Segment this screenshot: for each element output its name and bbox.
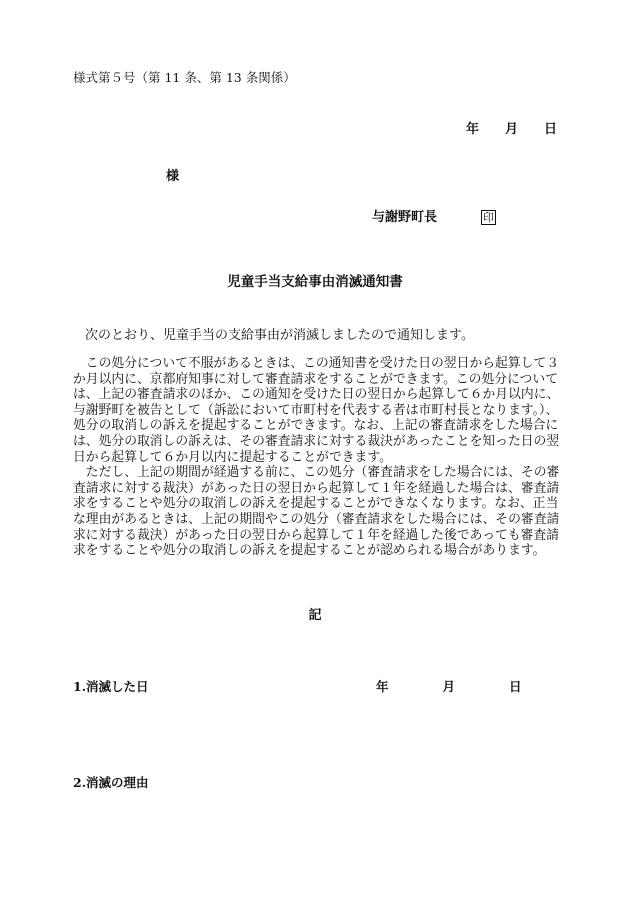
appeal-paragraph-2: ただし、上記の期間が経過する前に、この処分（審査請求をした場合には、その審査請求に対する裁決）があった日の翌日から起算して１年を経過した場合は、審査請求をすることや処分の取消しの訴えを提起することができなくなります。なお、正当な理由があるときは、上記の期間やこの処分（審査請求をした場合には、その審査請求に対する裁決）があった日の翌日から起算して１年を経過した後であっても審査請求をすることや処分の取消しの訴えを提起することが認められる場合があります。: [73, 465, 560, 559]
item2-label: 2.消滅の理由: [73, 775, 149, 790]
appeal-paragraph-1: この処分について不服があるときは、この通知書を受けた日の翌日から起算して３か月以内に、京都府知事に対して審査請求をすることができます。この処分については、上記の審査請求のほか、この通知を受けた日の翌日から起算して６か月以内に、与謝野町を被告として（訴訟において市町村を代表する者は市町村長となります。）、処分の取消しの訴えを提起することができます。なお、上記の審査請求をした場合には、処分の取消しの訴えは、その審査請求に対する裁決があったことを知った日の翌日から起算して６か月以内に提起することができます。: [73, 356, 560, 465]
date-year-label: 年: [466, 122, 480, 137]
appeal-notice: [73, 356, 560, 559]
addressee-suffix: 様: [166, 169, 180, 184]
issue-date: [466, 118, 557, 137]
date-month-label: 月: [505, 122, 519, 137]
form-number: 様式第５号（第 11 条、第 13 条関係）: [73, 70, 296, 85]
lead-text: 次のとおり、児童手当の支給事由が消滅しましたので通知します。: [85, 328, 474, 343]
date-day-label: 日: [544, 122, 558, 137]
item1-label: 1.消滅した日: [73, 679, 149, 694]
sender-name: 与謝野町長: [372, 210, 438, 225]
ki-heading: 記: [308, 608, 322, 623]
seal-mark: 印: [483, 211, 495, 224]
item1-year-label: 年: [376, 679, 389, 694]
document-title: 児童手当支給事由消滅通知書: [227, 274, 403, 290]
sender-block: [372, 206, 496, 225]
item1-day-label: 日: [509, 679, 522, 694]
item1-month-label: 月: [442, 679, 456, 694]
item1-date: [376, 677, 522, 695]
